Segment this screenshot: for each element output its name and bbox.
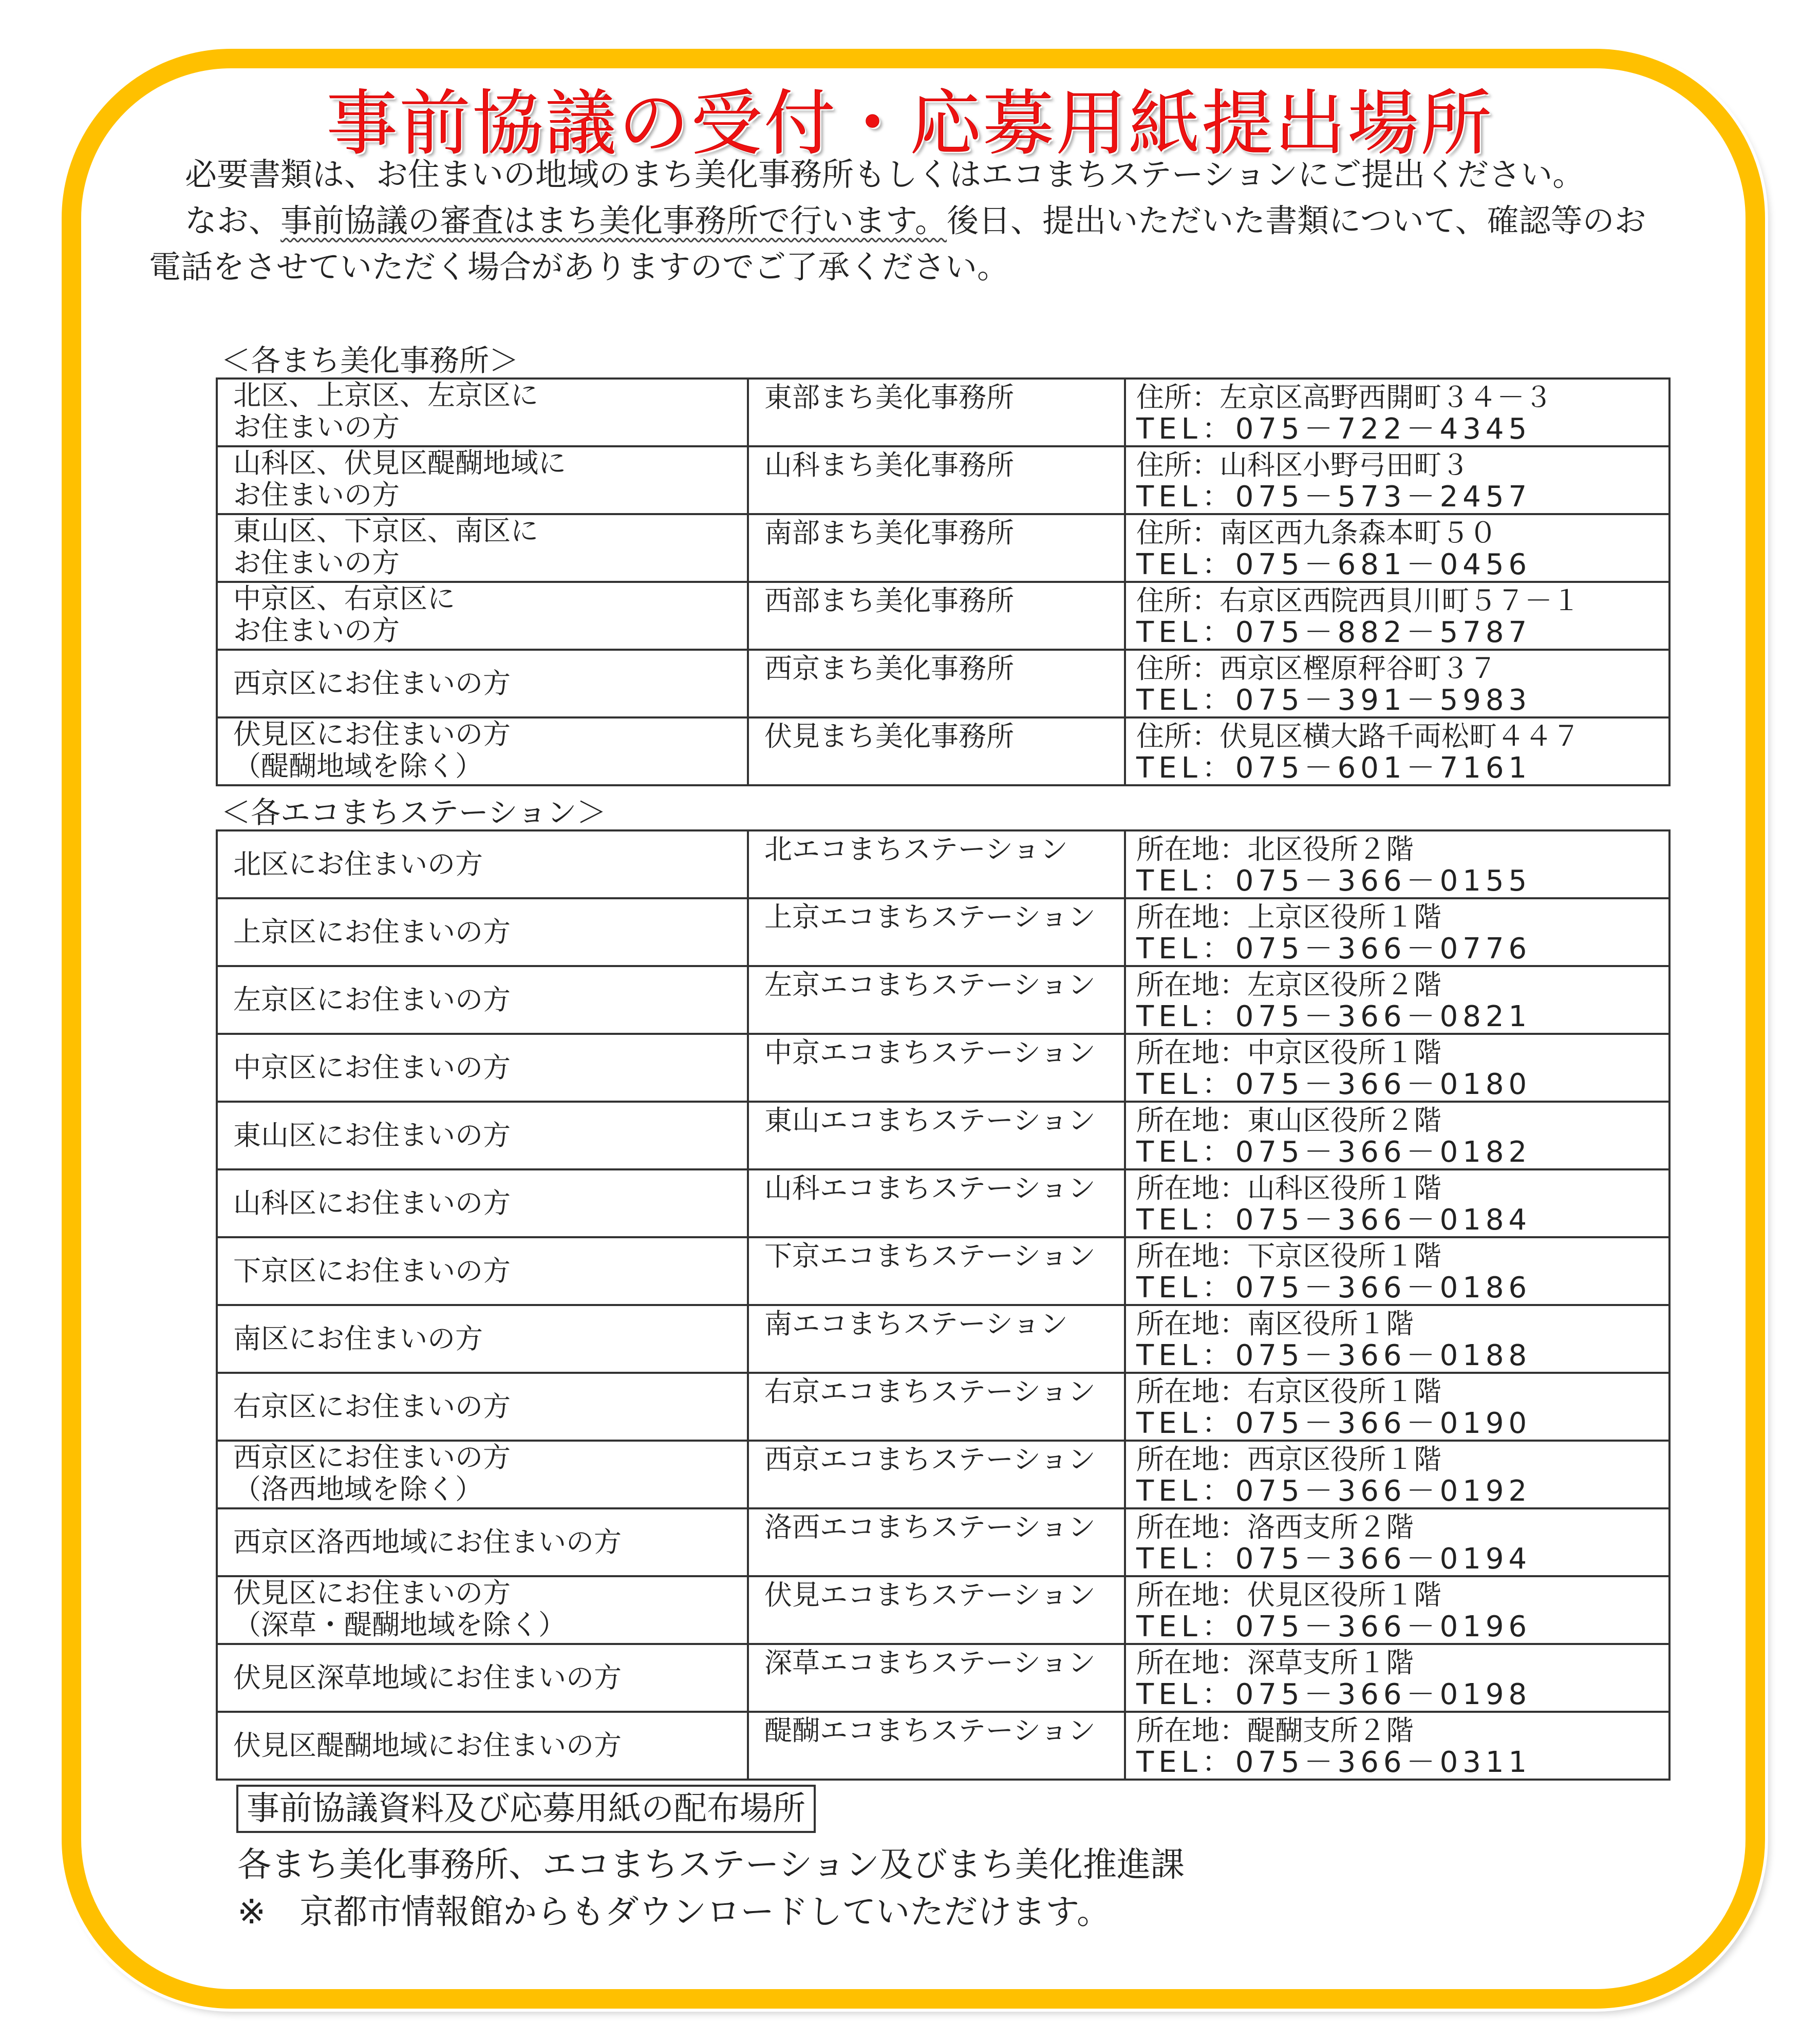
phone-number: TEL：075－391－5983 [1136, 684, 1532, 717]
table-row [217, 1441, 1669, 1508]
table-row [217, 1305, 1669, 1373]
table-row [217, 966, 1669, 1034]
contact-cell [1125, 1373, 1669, 1441]
phone-number: TEL：075－366－0180 [1136, 1068, 1532, 1101]
table-row [217, 717, 1669, 785]
area-label: 西京区洛西地域にお住まいの方 [233, 1526, 622, 1558]
table-row [217, 379, 1669, 446]
intro-paragraph-1: 必要書類は、お住まいの地域のまち美化事務所もしくはエコまちステーションにご提出ください。 [185, 156, 1585, 193]
contact-cell [1125, 1169, 1669, 1237]
phone-number: TEL：075－601－7161 [1136, 751, 1532, 785]
office-name: 北エコまちステーション [748, 830, 1125, 898]
intro-p2-pre: なお、 [185, 202, 281, 239]
contact-cell [1125, 1508, 1669, 1576]
phone-number: TEL：075－573－2457 [1136, 480, 1532, 514]
area-label: 伏見区深草地域にお住まいの方 [233, 1661, 622, 1694]
contact-cell [1125, 1237, 1669, 1305]
page-title: 事前協議の受付・応募用紙提出場所 [326, 82, 1494, 165]
table-row [217, 1102, 1669, 1169]
office-name: 東部まち美化事務所 [748, 379, 1125, 446]
offices-heading: ＜各まち美化事務所＞ [221, 343, 519, 378]
area-label: 山科区にお住まいの方 [233, 1187, 511, 1219]
phone-number: TEL：075－366－0184 [1136, 1203, 1532, 1237]
address-text: 住所：南区西九条森本町５０ [1136, 517, 1497, 549]
area-cell [217, 1034, 748, 1102]
address-text: 住所：伏見区横大路千両松町４４７ [1136, 720, 1580, 752]
address-text: 所在地：東山区役所２階 [1136, 1104, 1441, 1137]
phone-number: TEL：075－366－0776 [1136, 932, 1532, 966]
table-row [217, 1508, 1669, 1576]
table-row [217, 898, 1669, 966]
phone-number: TEL：075－366－0198 [1136, 1678, 1532, 1711]
area-cell [217, 1169, 748, 1237]
area-cell [217, 717, 748, 785]
area-cell [217, 379, 748, 446]
area-cell [217, 830, 748, 898]
phone-number: TEL：075－366－0821 [1136, 1000, 1532, 1033]
stations-heading: ＜各エコまちステーション＞ [221, 795, 607, 830]
address-text: 所在地：右京区役所１階 [1136, 1375, 1441, 1408]
contact-cell [1125, 1305, 1669, 1373]
address-text: 所在地：山科区役所１階 [1136, 1172, 1441, 1204]
address-text: 所在地：醍醐支所２階 [1136, 1714, 1414, 1747]
offices-table [216, 377, 1671, 786]
address-text: 所在地：左京区役所２階 [1136, 969, 1441, 1001]
table-row [217, 1373, 1669, 1441]
area-label: 東山区にお住まいの方 [233, 1119, 511, 1151]
area-sublabel: （洛西地域を除く） [233, 1473, 483, 1505]
office-name: 西京エコまちステーション [748, 1441, 1125, 1508]
contact-cell [1125, 1712, 1669, 1780]
area-label: 下京区にお住まいの方 [233, 1255, 511, 1287]
area-cell [217, 650, 748, 717]
contact-cell [1125, 1644, 1669, 1712]
office-name: 上京エコまちステーション [748, 898, 1125, 966]
contact-cell [1125, 898, 1669, 966]
contact-cell [1125, 966, 1669, 1034]
area-cell [217, 898, 748, 966]
area-label: 北区にお住まいの方 [233, 848, 483, 880]
intro-paragraph-2 [149, 198, 1675, 290]
phone-number: TEL：075－681－0456 [1136, 548, 1532, 581]
phone-number: TEL：075－366－0194 [1136, 1542, 1532, 1576]
phone-number: TEL：075－366－0311 [1136, 1746, 1532, 1779]
address-text: 所在地：洛西支所２階 [1136, 1511, 1414, 1543]
phone-number: TEL：075－366－0188 [1136, 1339, 1532, 1372]
area-cell [217, 966, 748, 1034]
office-name: 西京まち美化事務所 [748, 650, 1125, 717]
address-text: 住所：山科区小野弓田町３ [1136, 449, 1469, 481]
contact-cell [1125, 514, 1669, 582]
table-row [217, 650, 1669, 717]
address-text: 所在地：中京区役所１階 [1136, 1036, 1441, 1069]
table-row [217, 514, 1669, 582]
stations-table [216, 829, 1671, 1781]
contact-cell [1125, 1441, 1669, 1508]
area-sublabel: お住まいの方 [233, 614, 400, 647]
office-name: 右京エコまちステーション [748, 1373, 1125, 1441]
phone-number: TEL：075－366－0196 [1136, 1610, 1532, 1643]
distribution-text [237, 1841, 1185, 1936]
address-text: 所在地：下京区役所１階 [1136, 1240, 1441, 1272]
area-sublabel: （醍醐地域を除く） [233, 750, 483, 782]
table-row [217, 446, 1669, 514]
area-label: 山科区、伏見区醍醐地域に [233, 447, 566, 479]
office-name: 左京エコまちステーション [748, 966, 1125, 1034]
phone-number: TEL：075－366－0155 [1136, 864, 1532, 898]
address-text: 所在地：北区役所２階 [1136, 833, 1414, 865]
phone-number: TEL：075－366－0186 [1136, 1271, 1532, 1304]
contact-cell [1125, 1034, 1669, 1102]
area-label: 西京区にお住まいの方 [233, 667, 511, 699]
table-row [217, 1237, 1669, 1305]
area-sublabel: お住まいの方 [233, 546, 400, 579]
table-row [217, 1034, 1669, 1102]
area-cell [217, 1441, 748, 1508]
address-text: 所在地：南区役所１階 [1136, 1308, 1414, 1340]
area-label: 左京区にお住まいの方 [233, 984, 511, 1016]
address-text: 住所：右京区西院西貝川町５７－１ [1136, 584, 1580, 617]
area-label: 伏見区にお住まいの方 [233, 718, 511, 750]
area-sublabel: お住まいの方 [233, 411, 400, 443]
area-label: 西京区にお住まいの方 [233, 1441, 511, 1473]
area-sublabel: （深草・醍醐地域を除く） [233, 1609, 566, 1641]
office-name: 醍醐エコまちステーション [748, 1712, 1125, 1780]
office-name: 西部まち美化事務所 [748, 582, 1125, 650]
area-cell [217, 514, 748, 582]
table-row [217, 1712, 1669, 1780]
distribution-heading: 事前協議資料及び応募用紙の配布場所 [236, 1785, 816, 1833]
contact-cell [1125, 717, 1669, 785]
office-name: 山科エコまちステーション [748, 1169, 1125, 1237]
area-label: 伏見区にお住まいの方 [233, 1577, 511, 1609]
distribution-line-1: 各まち美化事務所、エコまちステーション及びまち美化推進課 [237, 1845, 1185, 1884]
office-name: 東山エコまちステーション [748, 1102, 1125, 1169]
address-text: 所在地：西京区役所１階 [1136, 1443, 1441, 1476]
office-name: 南エコまちステーション [748, 1305, 1125, 1373]
table-row [217, 1169, 1669, 1237]
area-label: 中京区、右京区に [233, 582, 455, 615]
table-row [217, 1644, 1669, 1712]
table-row [217, 830, 1669, 898]
address-text: 所在地：深草支所１階 [1136, 1647, 1414, 1679]
area-label: 東山区、下京区、南区に [233, 515, 538, 547]
area-label: 南区にお住まいの方 [233, 1322, 483, 1355]
area-cell [217, 1237, 748, 1305]
address-text: 住所：西京区樫原秤谷町３７ [1136, 652, 1497, 685]
phone-number: TEL：075－882－5787 [1136, 616, 1532, 649]
table-row [217, 582, 1669, 650]
intro-text [149, 152, 1675, 290]
area-cell [217, 1508, 748, 1576]
office-name: 山科まち美化事務所 [748, 446, 1125, 514]
contact-cell [1125, 1102, 1669, 1169]
phone-number: TEL：075－366－0182 [1136, 1136, 1532, 1169]
address-text: 住所：左京区高野西開町３４－３ [1136, 381, 1552, 413]
office-name: 深草エコまちステーション [748, 1644, 1125, 1712]
area-label: 中京区にお住まいの方 [233, 1051, 511, 1084]
office-name: 下京エコまちステーション [748, 1237, 1125, 1305]
contact-cell [1125, 830, 1669, 898]
contact-cell [1125, 650, 1669, 717]
area-cell [217, 1305, 748, 1373]
phone-number: TEL：075－722－4345 [1136, 412, 1532, 446]
area-label: 上京区にお住まいの方 [233, 916, 511, 948]
area-cell [217, 582, 748, 650]
intro-p2-post: 後日、提出いただいた書類について、確認等のお電話をさせていただく場合がありますのでご了承ください。 [149, 202, 1646, 286]
area-cell [217, 1576, 748, 1644]
area-cell [217, 446, 748, 514]
area-sublabel: お住まいの方 [233, 479, 400, 511]
address-text: 所在地：上京区役所１階 [1136, 901, 1441, 933]
phone-number: TEL：075－366－0192 [1136, 1474, 1532, 1508]
contact-cell [1125, 1576, 1669, 1644]
area-cell [217, 1102, 748, 1169]
contact-cell [1125, 379, 1669, 446]
office-name: 伏見まち美化事務所 [748, 717, 1125, 785]
area-cell [217, 1712, 748, 1780]
office-name: 伏見エコまちステーション [748, 1576, 1125, 1644]
contact-cell [1125, 446, 1669, 514]
area-cell [217, 1644, 748, 1712]
office-name: 南部まち美化事務所 [748, 514, 1125, 582]
distribution-line-2: ※ 京都市情報館からもダウンロードしていただけます。 [237, 1892, 1111, 1932]
office-name: 洛西エコまちステーション [748, 1508, 1125, 1576]
contact-cell [1125, 582, 1669, 650]
intro-p2-underlined: 事前協議の審査はまち美化事務所で行います。 [280, 202, 947, 239]
table-row [217, 1576, 1669, 1644]
area-label: 伏見区醍醐地域にお住まいの方 [233, 1729, 622, 1762]
area-cell [217, 1373, 748, 1441]
area-label: 右京区にお住まいの方 [233, 1390, 511, 1423]
office-name: 中京エコまちステーション [748, 1034, 1125, 1102]
area-label: 北区、上京区、左京区に [233, 379, 538, 411]
phone-number: TEL：075－366－0190 [1136, 1407, 1532, 1440]
address-text: 所在地：伏見区役所１階 [1136, 1579, 1441, 1611]
